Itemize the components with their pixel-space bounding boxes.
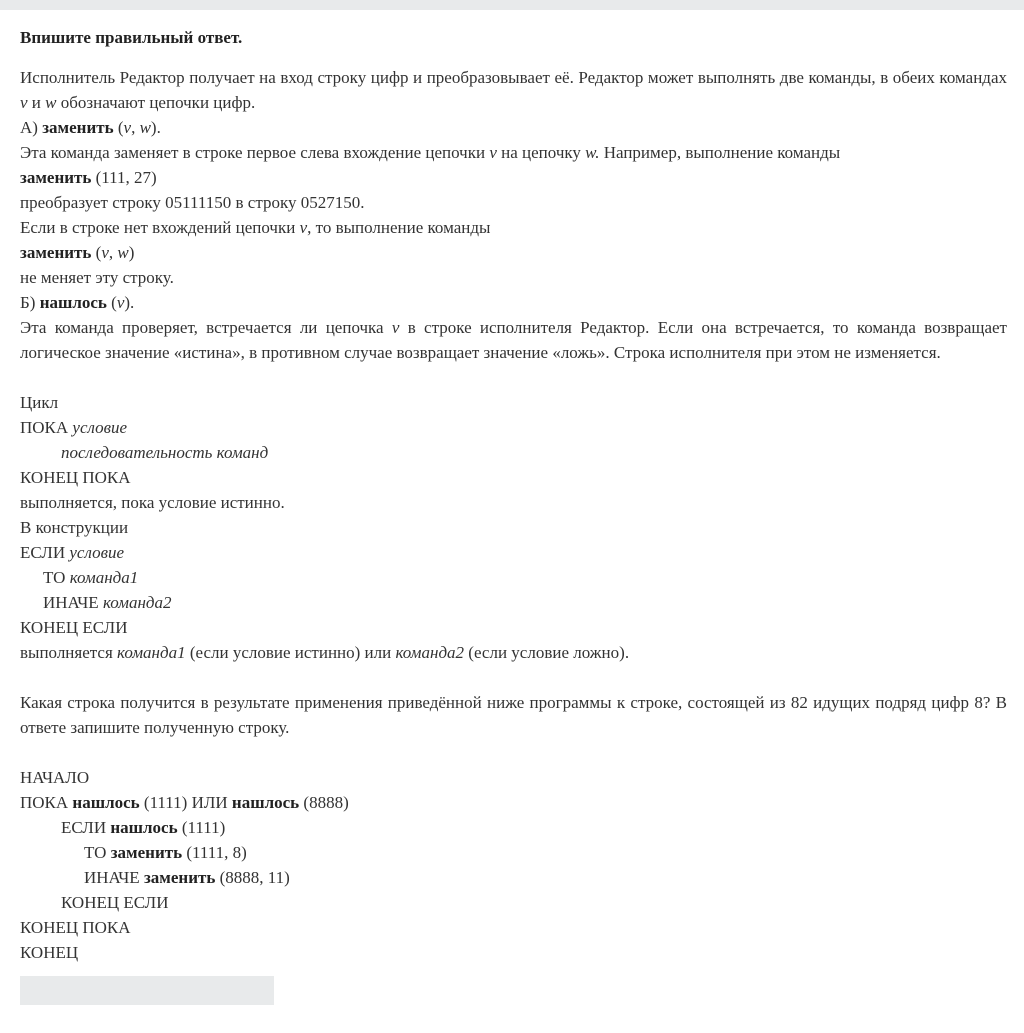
command-b-heading: Б) нашлось (v). (20, 293, 135, 312)
no-match-text: Если в строке нет вхождений цепочки v, то выполнение команды (20, 218, 491, 237)
branch-if-line: ЕСЛИ условие (20, 543, 124, 562)
command-a-heading: А) заменить (v, w). (20, 118, 161, 137)
program-endwhile: КОНЕЦ ПОКА (20, 918, 131, 937)
answer-input[interactable] (20, 976, 274, 1005)
loop-label: Цикл (20, 393, 59, 412)
intro-paragraph: Исполнитель Редактор получает на вход строку цифр и преобразовывает её. Редактор может выполнять две команды, в обеих командах v и w обозначают цепочки цифр. (20, 68, 1007, 112)
loop-explanation: выполняется, пока условие истинно. (20, 493, 285, 512)
task-content (20, 25, 1007, 965)
question-text: Какая строка получится в результате применения приведённой ниже программы к строке, состоящей из 82 идущих подряд цифр 8? В ответе запишите полученную строку. (20, 693, 1007, 737)
branch-label: В конструкции (20, 518, 129, 537)
loop-end-line: КОНЕЦ ПОКА (20, 468, 131, 487)
branch-end-line: КОНЕЦ ЕСЛИ (20, 618, 128, 637)
program-endif: КОНЕЦ ЕСЛИ (61, 893, 169, 912)
program-else: ИНАЧЕ заменить (8888, 11) (84, 868, 290, 887)
task-title: Впишите правильный ответ. (20, 28, 243, 47)
example-command: заменить (111, 27) (20, 168, 157, 187)
command-a-description: Эта команда заменяет в строке первое слева вхождение цепочки v на цепочку w. Например, выполнение команды (20, 143, 841, 162)
branch-explanation: выполняется команда1 (если условие истинно) или команда2 (если условие ложно). (20, 643, 630, 662)
no-match-result: не меняет эту строку. (20, 268, 174, 287)
no-match-command: заменить (v, w) (20, 243, 135, 262)
command-b-description: Эта команда проверяет, встречается ли цепочка v в строке исполнителя Редактор. Если она встречается, то команда возвращает логическое значение «истина», в противном случае возвращает значение «ложь». Строка исполнителя при этом не изменяется. (20, 318, 1007, 362)
loop-while-line: ПОКА условие (20, 418, 128, 437)
program-begin: НАЧАЛО (20, 768, 90, 787)
program-if: ЕСЛИ нашлось (1111) (61, 818, 226, 837)
loop-body-line: последовательность команд (61, 443, 269, 462)
branch-else-line: ИНАЧЕ команда2 (43, 593, 172, 612)
example-result: преобразует строку 05111150 в строку 0527150. (20, 193, 365, 212)
branch-then-line: ТО команда1 (43, 568, 139, 587)
program-then: ТО заменить (1111, 8) (84, 843, 247, 862)
top-bar (0, 0, 1024, 10)
program-while: ПОКА нашлось (1111) ИЛИ нашлось (8888) (20, 793, 349, 812)
program-end: КОНЕЦ (20, 943, 79, 962)
